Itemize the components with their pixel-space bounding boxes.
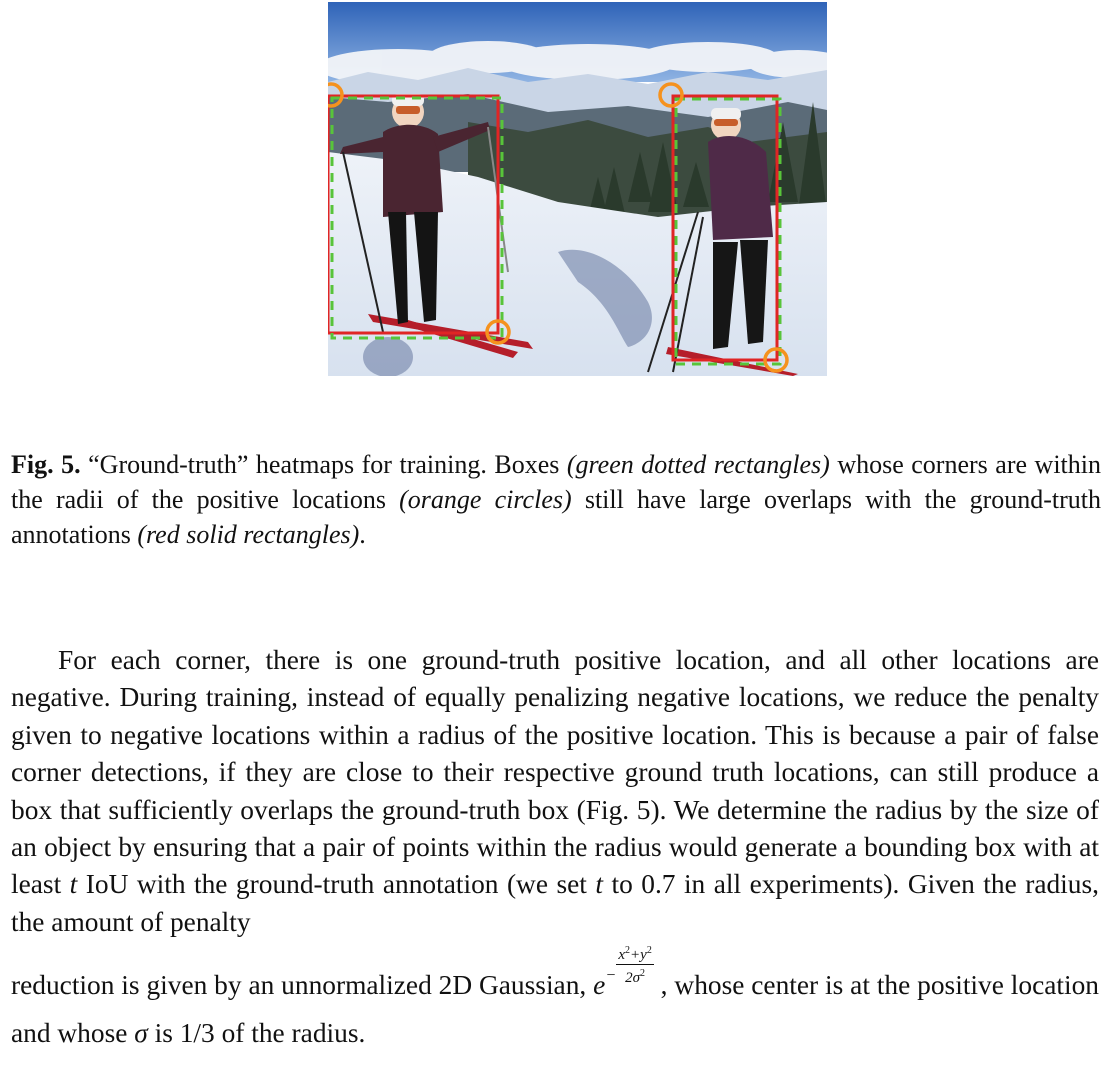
figure-label: Fig. 5. bbox=[11, 450, 81, 479]
paragraph-text: to 0.7 in all experiments). Given the radius, the amount of penalty bbox=[11, 869, 1099, 937]
math-variable: t bbox=[69, 869, 78, 900]
math-e: e bbox=[593, 970, 606, 1001]
math-x: x bbox=[618, 947, 626, 964]
caption-red-boxes: (red solid rectangles) bbox=[137, 520, 360, 549]
paragraph-text: IoU with the ground-truth annotation (we set bbox=[77, 869, 596, 900]
math-minus: − bbox=[606, 967, 616, 985]
caption-text: “Ground-truth” heatmaps for training. Boxes bbox=[80, 450, 567, 479]
math-variable: t bbox=[595, 869, 603, 900]
exponent-denominator bbox=[616, 965, 653, 986]
caption-green-boxes: (green dotted rectangles) bbox=[566, 450, 830, 479]
math-y: y bbox=[640, 947, 647, 964]
paragraph bbox=[11, 642, 1099, 1057]
paragraph-text: reduction is given by an unnormalized 2D Gaussian, bbox=[11, 970, 594, 1001]
math-sigma: 2σ bbox=[625, 970, 641, 987]
exponent-numerator bbox=[616, 943, 653, 965]
caption-text: . bbox=[359, 520, 366, 549]
figure-caption bbox=[11, 447, 1101, 552]
ski-photo bbox=[328, 2, 827, 376]
math-sup: 2 bbox=[625, 945, 631, 957]
math-sup: 2 bbox=[646, 945, 652, 957]
paragraph-text: For each corner, there is one ground-truth positive location, and all other locations are negative. During training, instead of equally penalizing negative locations, we reduce the penalty given to negative locations within a radius of the positive location. This is because a pair of false corner detections, if they are close to their respective ground truth locations, can still produce a box that sufficiently overlaps the ground-truth box (Fig. 5). We determine the radius by the size of an object by ensuring that a pair of points within the radius would generate a bounding box with at least bbox=[11, 645, 1099, 900]
gaussian-exponent bbox=[616, 943, 653, 986]
caption-text: whose corners are within the radii of the positive locations bbox=[11, 450, 1101, 514]
paragraph-text: , whose center is at the positive location and whose bbox=[11, 970, 1100, 1049]
body-paragraph bbox=[11, 642, 1099, 1057]
caption-orange-circles: (orange circles) bbox=[399, 485, 572, 514]
paragraph-text: is 1/3 of the radius. bbox=[147, 1018, 366, 1049]
math-plus: + bbox=[630, 947, 641, 964]
math-variable: σ bbox=[134, 1018, 148, 1049]
figure-photo bbox=[328, 2, 827, 376]
math-line bbox=[11, 943, 1099, 1057]
math-sup: 2 bbox=[640, 968, 646, 980]
caption-text: still have large overlaps with the ground-truth annotations bbox=[11, 485, 1101, 549]
